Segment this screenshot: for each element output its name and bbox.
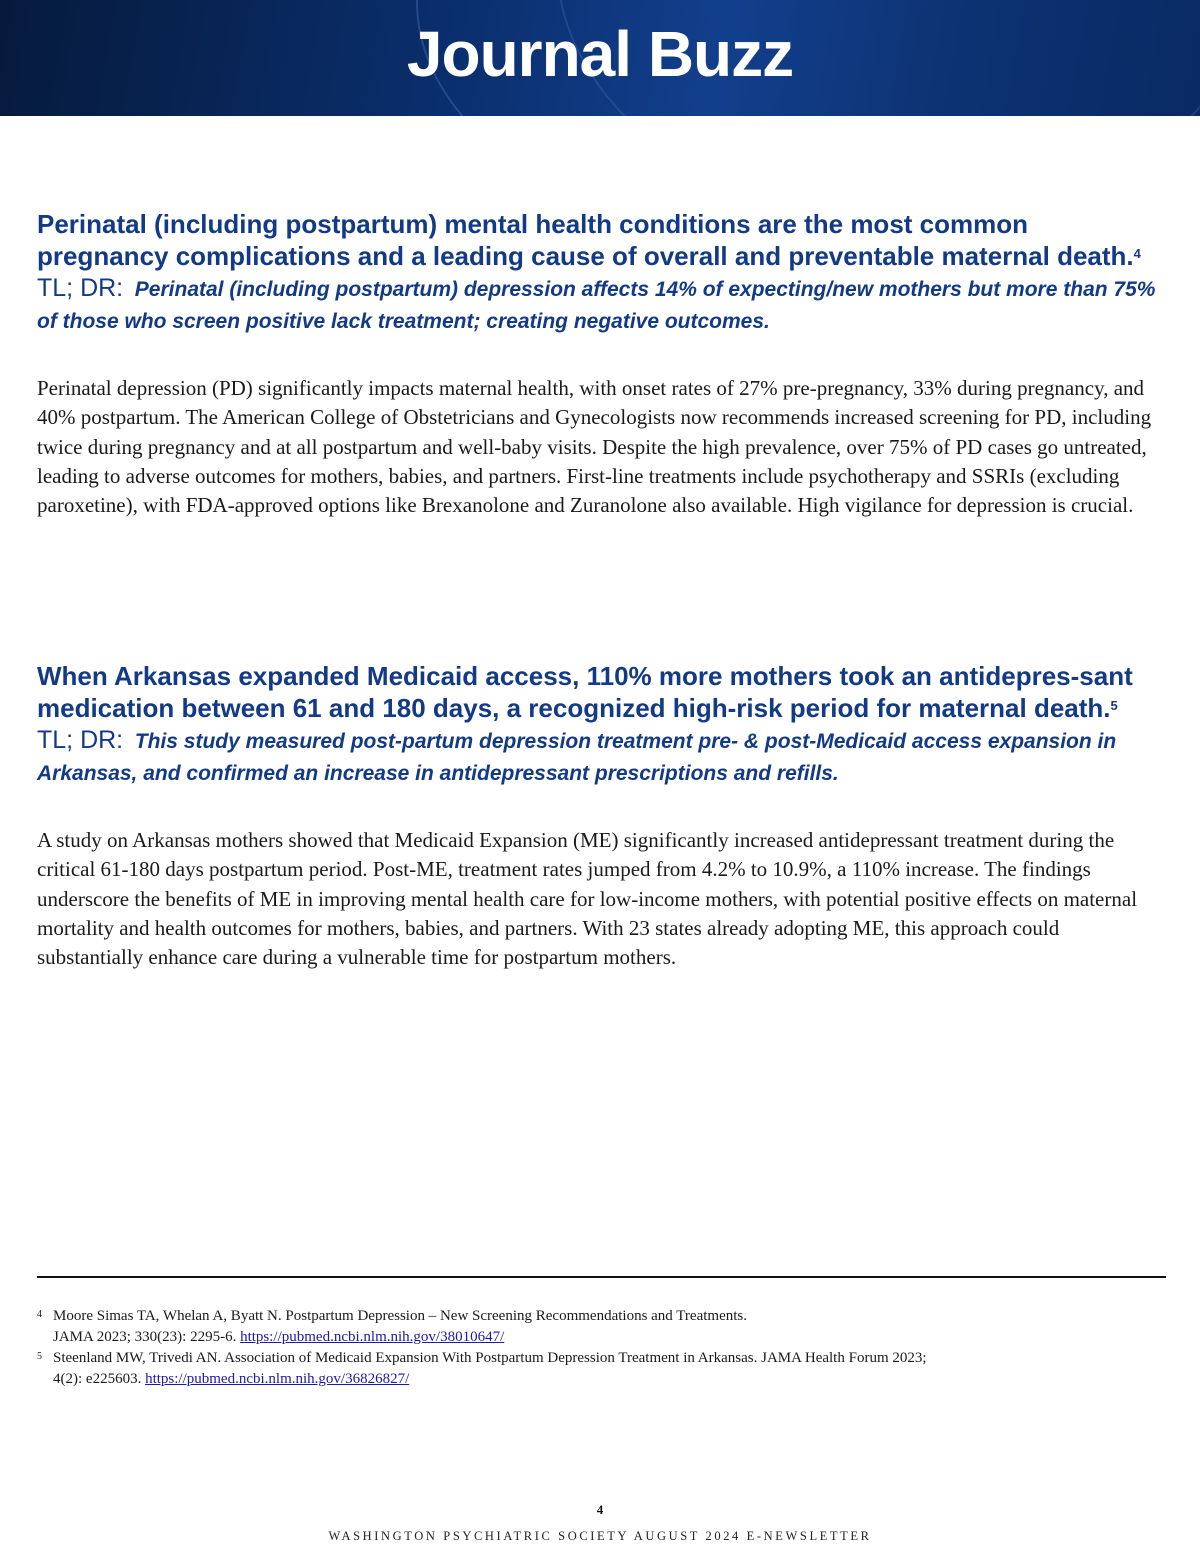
article-1 bbox=[37, 208, 1165, 520]
footnote-citation: Moore Simas TA, Whelan A, Byatt N. Postpartum Depression – New Screening Recommendations and Treatments. bbox=[53, 1308, 747, 1324]
footnote-link[interactable]: https://pubmed.ncbi.nlm.nih.gov/36826827/ bbox=[145, 1371, 410, 1387]
article-headline: When Arkansas expanded Medicaid access, 110% more mothers took an antidepres-sant medication between 61 and 180 days, a recognized high-risk period for maternal death.$^5$ bbox=[37, 661, 1133, 723]
article-body: A study on Arkansas mothers showed that Medicaid Expansion (ME) significantly increased antidepressant treatment during the critical 61-180 days postpartum period. Post-ME, treatment rates jumped from 4.2% to 10.9%, a 110% increase. The findings underscore the benefits of ME in improving mental health care for low-income mothers, with potential positive effects on maternal mortality and health outcomes for mothers, babies, and partners. With 23 states already adopting ME, this approach could substantially enhance care during a vulnerable time for postpartum mothers. bbox=[37, 828, 1138, 970]
article-headline: Perinatal (including postpartum) mental health conditions are the most common pregnancy complications and a leading cause of overall and preventable maternal death.$^4$ bbox=[37, 209, 1141, 271]
footnotes bbox=[37, 1306, 1166, 1390]
tldr-text: This study measured post-partum depression treatment pre- & post-Medicaid access expansion in Arkansas, and confirmed an increase in antidepressant prescriptions and refills. bbox=[37, 730, 1117, 785]
article-body: Perinatal depression (PD) significantly impacts maternal health, with onset rates of 27% pre-pregnancy, 33% during pregnancy, and 40% postpartum. The American College of Obstetricians and Gynecologists now recommends increased screening for PD, including twice during pregnancy and at all postpartum and well-baby visits. Despite the high prevalence, over 75% of PD cases go untreated, leading to adverse outcomes for mothers, babies, and partners. First-line treatments include psychotherapy and SSRIs (excluding paroxetine), with FDA-approved options like Brexanolone and Zuranolone also available. High vigilance for depression is crucial. bbox=[37, 376, 1152, 518]
page-title: Journal Buzz bbox=[406, 18, 794, 90]
tldr-summary bbox=[37, 272, 1165, 338]
tldr-summary bbox=[37, 724, 1165, 790]
footnote-number: 5 bbox=[37, 1351, 42, 1362]
footnote-ref[interactable]: 4 bbox=[1133, 246, 1141, 261]
footnote bbox=[37, 1306, 1166, 1348]
tldr-label: TL; DR: bbox=[37, 274, 124, 302]
tldr-label: TL; DR: bbox=[37, 726, 124, 754]
footnote-citation-line2: 4(2): e225603. https://pubmed.ncbi.nlm.nih.gov/36826827/ bbox=[53, 1371, 410, 1387]
page-number: 4 bbox=[596, 1502, 604, 1517]
footnote-link[interactable]: https://pubmed.ncbi.nlm.nih.gov/38010647/ bbox=[240, 1329, 505, 1345]
tldr-text: Perinatal (including postpartum) depression affects 14% of expecting/new mothers but more than 75% of those who screen positive lack treatment; creating negative outcomes. bbox=[37, 278, 1156, 333]
footnote-ref[interactable]: 5 bbox=[1110, 698, 1118, 713]
footnote-divider bbox=[37, 1276, 1166, 1278]
header-banner bbox=[0, 0, 1200, 116]
footnote bbox=[37, 1348, 1166, 1390]
footnote-citation: Steenland MW, Trivedi AN. Association of Medicaid Expansion With Postpartum Depression Treatment in Arkansas. JAMA Health Forum 2023; bbox=[53, 1350, 927, 1366]
article-2 bbox=[37, 660, 1165, 972]
footnote-number: 4 bbox=[37, 1309, 42, 1320]
newsletter-footer: WASHINGTON PSYCHIATRIC SOCIETY AUGUST 2024 E-NEWSLETTER bbox=[328, 1529, 872, 1543]
footnote-citation-line2: JAMA 2023; 330(23): 2295-6. https://pubmed.ncbi.nlm.nih.gov/38010647/ bbox=[53, 1329, 505, 1345]
